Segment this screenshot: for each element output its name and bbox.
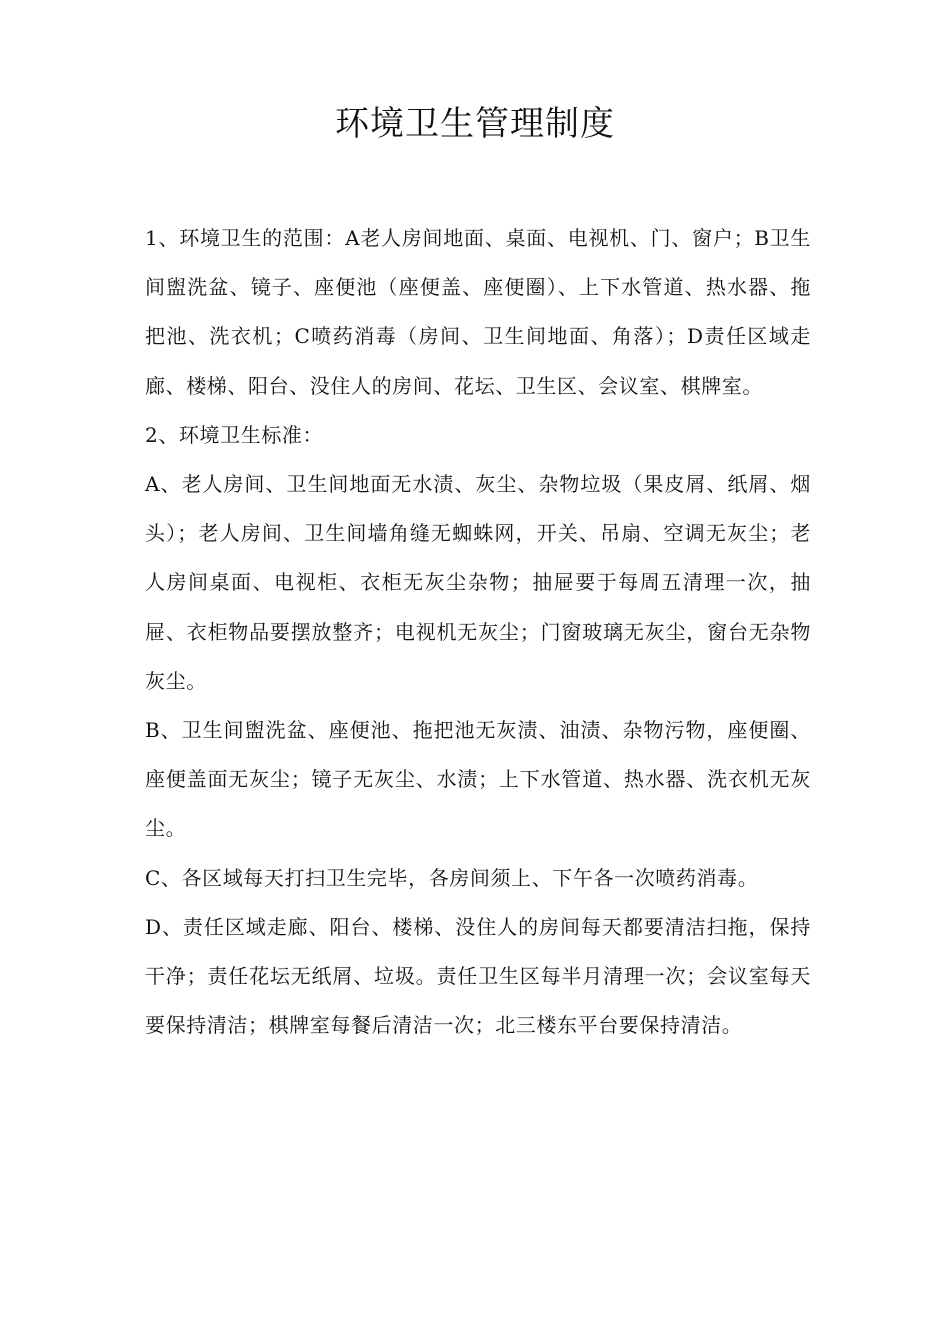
document-title: 环境卫生管理制度 — [335, 104, 615, 144]
paragraph-standard-heading: 2、环境卫生标准： — [145, 422, 324, 447]
paragraph-standard-d: D、责任区域走廊、阳台、楼梯、没住人的房间每天都要清洁扫拖，保持干净；责任花坛无纸屑、垃圾。责任卫生区每半月清理一次；会议室每天要保持清洁；棋牌室每餐后清洁一次；北三楼东平台要保持清洁。 — [145, 914, 811, 1038]
paragraph-scope: 1、环境卫生的范围：A老人房间地面、桌面、电视机、门、窗户；B卫生间盥洗盆、镜子、座便池（座便盖、座便圈）、上下水管道、热水器、拖把池、洗衣机；C喷药消毒（房间、卫生间地面、角落）；D责任区域走廊、楼梯、阳台、没住人的房间、花坛、卫生区、会议室、棋牌室。 — [145, 226, 811, 398]
document-body — [145, 214, 811, 1050]
paragraph-standard-b: B、卫生间盥洗盆、座便池、拖把池无灰渍、油渍、杂物污物，座便圈、座便盖面无灰尘；镜子无灰尘、水渍；上下水管道、热水器、洗衣机无灰尘。 — [145, 718, 811, 841]
paragraph-standard-c: C、各区域每天打扫卫生完毕，各房间须上、下午各一次喷药消毒。 — [145, 865, 759, 890]
paragraph-standard-a: A、老人房间、卫生间地面无水渍、灰尘、杂物垃圾（果皮屑、纸屑、烟头）；老人房间、卫生间墙角缝无蜘蛛网，开关、吊扇、空调无灰尘；老人房间桌面、电视柜、衣柜无灰尘杂物；抽屉要于每周五清理一次，抽屉、衣柜物品要摆放整齐；电视机无灰尘；门窗玻璃无灰尘，窗台无杂物灰尘。 — [145, 472, 811, 693]
